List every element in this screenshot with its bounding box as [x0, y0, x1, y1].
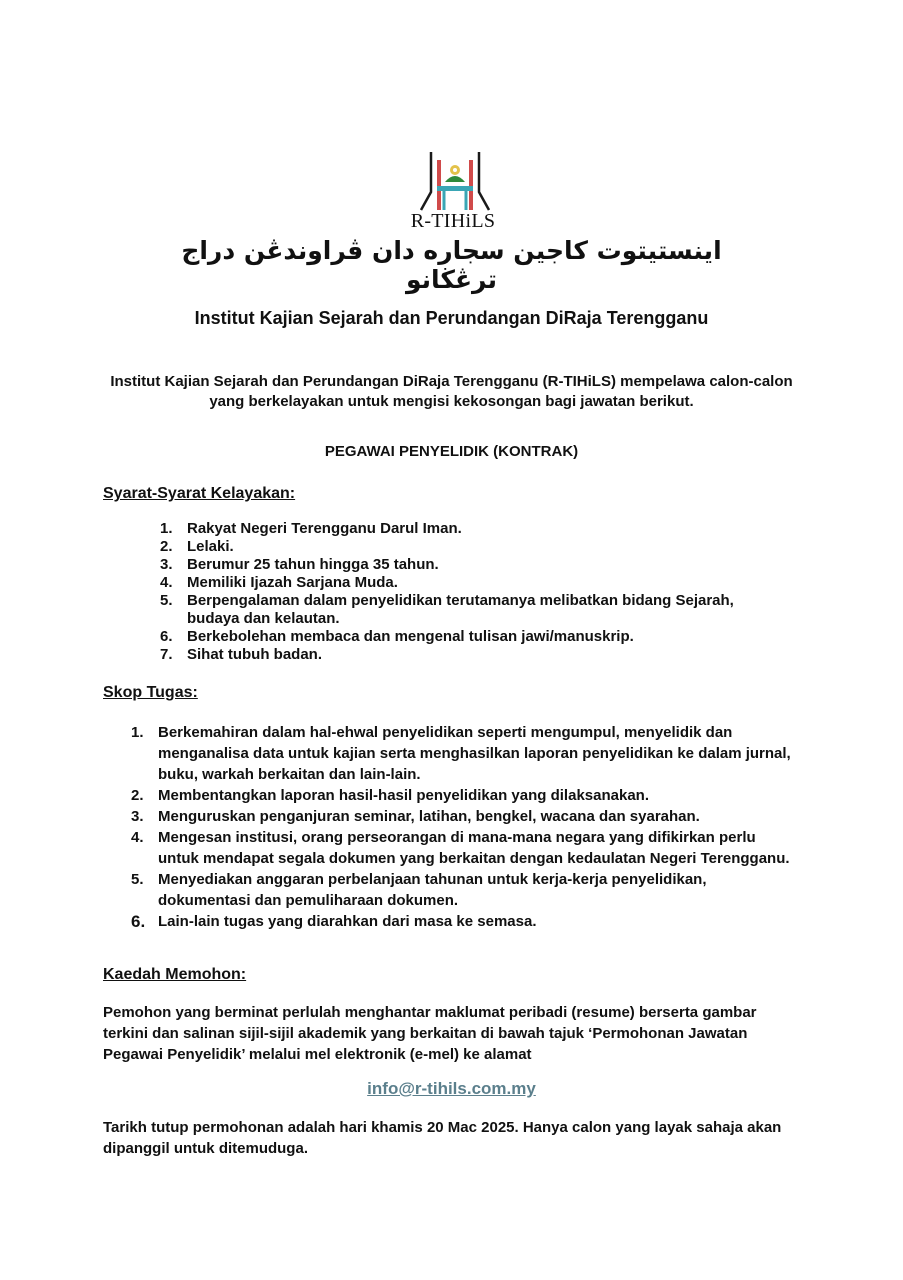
list-number: 6.	[131, 912, 146, 931]
list-text: Berkemahiran dalam hal-ehwal penyelidikan seperti mengumpul, menyelidik dan menganalisa data untuk kajian serta menghasilkan laporan penyelidikan ke dalam jurnal, buku, warkah berkaitan dan lain-lain.	[158, 724, 791, 783]
list-text: Sihat tubuh badan.	[187, 646, 322, 663]
application-heading: Kaedah Memohon:	[103, 966, 247, 983]
list-number: 4.	[160, 574, 173, 591]
list-item	[160, 574, 780, 592]
list-text: Berkebolehan membaca dan mengenal tulisan jawi/manuskrip.	[187, 628, 634, 645]
scope-list	[131, 722, 791, 932]
scope-heading: Skop Tugas:	[103, 684, 198, 701]
application-paragraph: Pemohon yang berminat perlulah menghantar maklumat peribadi (resume) berserta gambar terkini dan salinan sijil-sijil akademik yang berkaitan di bawah tajuk ‘Permohonan Jawatan Pegawai Penyelidik’ melalui mel elektronik (e-mel) ke alamat	[103, 1004, 757, 1063]
list-text: Memiliki Ijazah Sarjana Muda.	[187, 574, 398, 591]
list-text: Lain-lain tugas yang diarahkan dari masa ke semasa.	[158, 913, 537, 930]
eligibility-list	[160, 520, 780, 664]
list-text: Menyediakan anggaran perbelanjaan tahunan untuk kerja-kerja penyelidikan, dokumentasi dan pemuliharaan dokumen.	[158, 871, 707, 909]
position-title: PEGAWAI PENYELIDIK (KONTRAK)	[324, 443, 579, 460]
eligibility-heading: Syarat-Syarat Kelayakan:	[103, 485, 296, 502]
list-text: Rakyat Negeri Terengganu Darul Iman.	[187, 520, 462, 537]
list-number: 3.	[160, 556, 173, 573]
list-text: Menguruskan penganjuran seminar, latihan, bengkel, wacana dan syarahan.	[158, 808, 700, 825]
list-number: 1.	[131, 724, 144, 741]
list-item	[131, 785, 791, 806]
list-item	[131, 806, 791, 827]
list-item	[131, 827, 791, 869]
email-link[interactable]: info@r-tihils.com.my	[367, 1079, 536, 1098]
list-item	[160, 592, 780, 628]
list-item	[131, 722, 791, 785]
jawi-title: اينستيتوت كاجين سجاره دان ڤراوندڠن دراج ترڠڬانو	[181, 236, 722, 294]
list-number: 7.	[160, 646, 173, 663]
page-title: Institut Kajian Sejarah dan Perundangan DiRaja Terengganu	[194, 308, 709, 328]
list-item	[160, 628, 780, 646]
r-tihils-crest-icon	[417, 150, 493, 212]
list-text: Lelaki.	[187, 538, 234, 555]
list-number: 5.	[131, 871, 144, 888]
list-item	[160, 646, 780, 664]
logo-text: R-TIHiLS	[410, 210, 496, 232]
closing-paragraph: Tarikh tutup permohonan adalah hari khamis 20 Mac 2025. Hanya calon yang layak sahaja akan dipanggil untuk ditemuduga.	[103, 1119, 782, 1157]
intro-paragraph: Institut Kajian Sejarah dan Perundangan DiRaja Terengganu (R-TIHiLS) mempelawa calon-calon yang berkelayakan untuk mengisi kekosongan bagi jawatan berikut.	[110, 373, 793, 410]
list-text: Membentangkan laporan hasil-hasil penyelidikan yang dilaksanakan.	[158, 787, 649, 804]
list-number: 4.	[131, 829, 144, 846]
list-number: 1.	[160, 520, 173, 537]
list-number: 6.	[160, 628, 173, 645]
list-text: Berumur 25 tahun hingga 35 tahun.	[187, 556, 439, 573]
list-item	[131, 869, 791, 911]
list-number: 2.	[160, 538, 173, 555]
list-item	[160, 520, 780, 538]
list-item	[160, 556, 780, 574]
list-item	[160, 538, 780, 556]
list-number: 3.	[131, 808, 144, 825]
list-text: Berpengalaman dalam penyelidikan terutamanya melibatkan bidang Sejarah, budaya dan kelautan.	[187, 592, 734, 627]
list-text: Mengesan institusi, orang perseorangan di mana-mana negara yang difikirkan perlu untuk mendapat segala dokumen yang berkaitan dengan kedaulatan Negeri Terengganu.	[158, 829, 790, 867]
list-number: 5.	[160, 592, 173, 609]
list-item	[131, 911, 791, 932]
list-number: 2.	[131, 787, 144, 804]
